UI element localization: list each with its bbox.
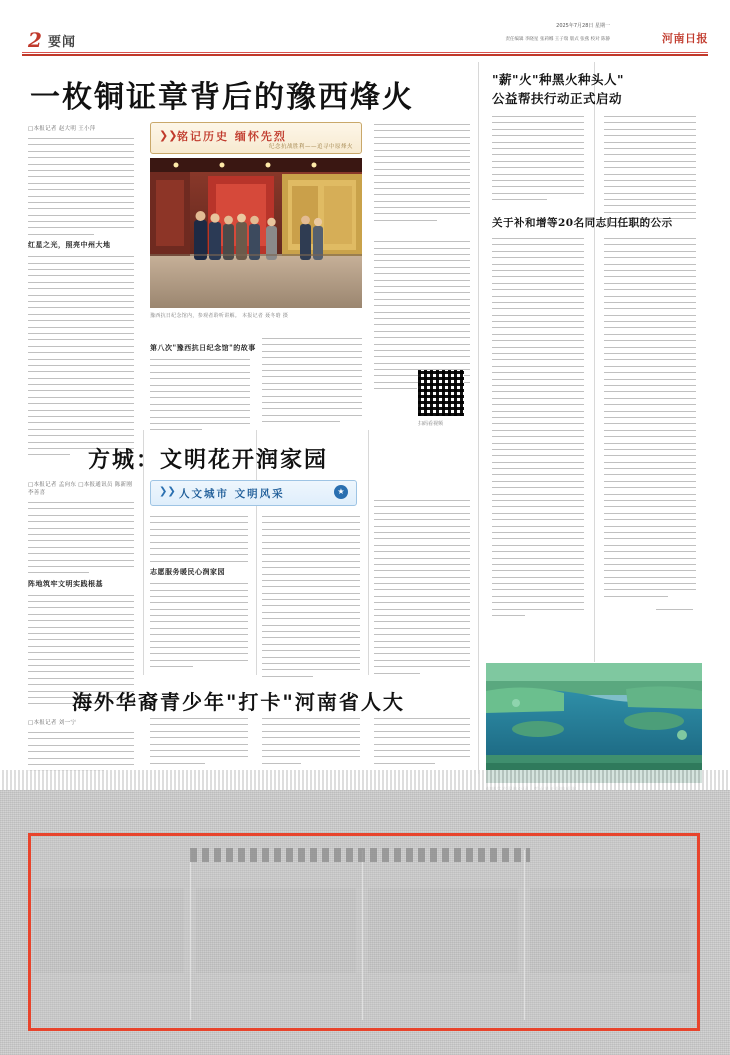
page-number: 2 (28, 28, 42, 52)
masthead-rule-thick (22, 54, 708, 56)
second-headline: 方城：文明花开润家园 (88, 447, 329, 473)
article-body-column (262, 516, 360, 682)
right-headline-line2: 公益帮扶行动正式启动 (492, 91, 623, 106)
article-body-column (150, 718, 248, 769)
banner-subtitle: 纪念抗战胜利——追寻中原烽火 (268, 144, 353, 150)
star-icon: ★ (334, 485, 348, 499)
article-photo (150, 158, 362, 308)
column-divider (478, 62, 479, 774)
article-body-column (492, 238, 584, 621)
article-body-column (604, 116, 696, 231)
third-headline: 海外华裔青少年"打卡"河南省人大 (72, 690, 405, 714)
banner-mark-icon: ❯❯ (159, 486, 176, 497)
article-body-column (150, 516, 248, 673)
section-name: 要闻 (48, 35, 77, 50)
second-banner (150, 480, 357, 506)
banner-mark-icon: ❯❯ (159, 129, 178, 142)
main-headline: 一枚铜证章背后的豫西烽火 (30, 80, 414, 115)
article-body-column (374, 124, 470, 395)
right-headline-line1: "薪"火"种黑火种头人" (492, 72, 625, 87)
scan-noise-band (0, 770, 730, 792)
qr-caption: 扫码看视频 (418, 421, 444, 427)
series-banner (150, 122, 362, 154)
photo-caption: 豫西抗日纪念馆内，参观者聆听讲解。 本报记者 聂冬晗 摄 (150, 313, 289, 319)
qr-code[interactable] (418, 370, 464, 416)
article-body-column (492, 116, 584, 205)
masthead-rule (22, 52, 708, 53)
column-divider (594, 62, 595, 662)
right-headline (492, 70, 624, 108)
article-body-column (262, 718, 360, 769)
masthead (0, 0, 730, 56)
masthead-credits: 责任编辑 李晓星 张莉娜 王子瑞 版式 张燕 校对 陈静 (505, 37, 610, 42)
subhead: 阵地筑牢文明实践根基 (28, 578, 103, 588)
highlight-box (28, 833, 700, 1031)
subhead: 志愿服务暖民心润家园 (150, 567, 225, 577)
article-body-column (28, 124, 134, 461)
photo-graphic (486, 663, 702, 783)
photo-graphic (150, 158, 362, 308)
byline: □本报记者 孟向东 □本报通讯员 陈新刚 李善喜 (28, 482, 133, 496)
article-body-column (150, 338, 256, 436)
masthead-date: 2025年7月28日 星期一 (556, 23, 610, 29)
right-secondary-headline: 关于补和增等20名同志归任职的公示 (492, 217, 673, 229)
article-body-column (262, 338, 362, 427)
banner-title: 人文城市 文明风采 (179, 488, 285, 500)
subhead: 第八次"豫西抗日纪念馆"的故事 (150, 343, 256, 352)
article-body-column (604, 238, 696, 615)
article-body-column (374, 718, 470, 769)
byline: □本报记者 刘一宁 (28, 720, 77, 726)
right-photo (486, 663, 702, 783)
article-body-column (28, 480, 134, 710)
article-body-column (28, 718, 134, 777)
subhead: 红星之光，照亮中州大地 (28, 240, 111, 250)
column-divider (368, 430, 369, 675)
newspaper-logo: 河南日报 (662, 32, 708, 45)
article-body-column (374, 480, 470, 679)
banner-title: 铭记历史 缅怀先烈 (177, 130, 287, 143)
obscured-headline (190, 848, 530, 862)
byline: □本报记者 赵大明 王小萍 (28, 126, 96, 132)
